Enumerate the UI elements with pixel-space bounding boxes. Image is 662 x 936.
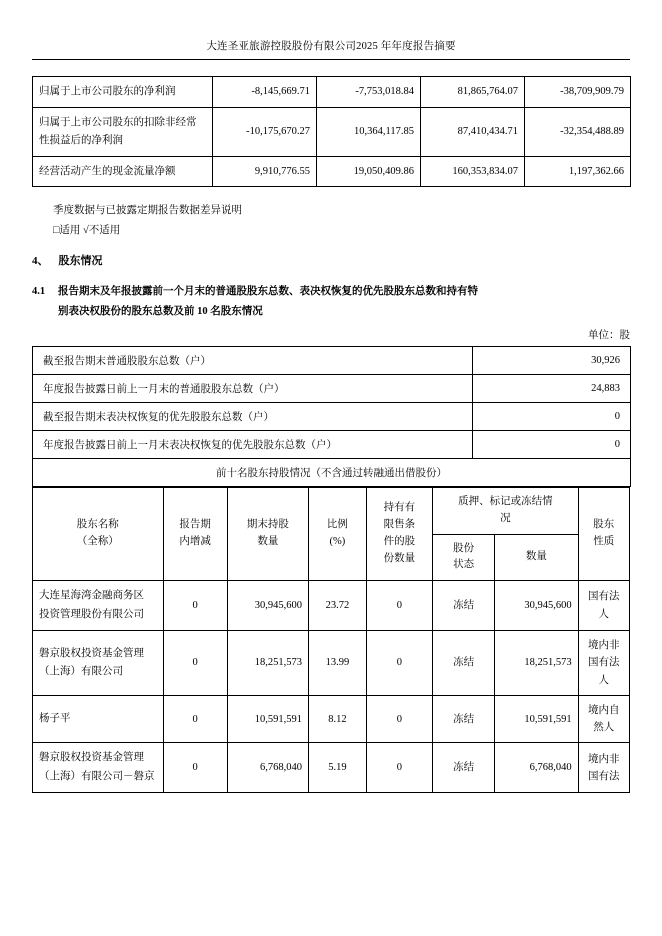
- section-title: 股东情况: [58, 255, 103, 268]
- row-label: 截至报告期末表决权恢复的优先股股东总数（户）: [33, 402, 473, 430]
- col-header-restricted-line3: 件的股: [383, 536, 416, 548]
- col-header-change-line2: 内增减: [179, 536, 211, 548]
- row-label: 归属于上市公司股东的净利润: [33, 77, 213, 108]
- row-value: -7,753,018.84: [317, 77, 421, 108]
- holder-nature-line3: 人: [598, 674, 610, 686]
- holder-ratio: 5.19: [309, 743, 367, 793]
- holder-name: [33, 630, 164, 695]
- holder-name-line1: 磐京股权投资基金管理: [39, 647, 144, 659]
- holder-ratio: 23.72: [309, 581, 367, 631]
- applicability-note: □适用 √不适用: [53, 225, 121, 237]
- holder-nature: [578, 630, 629, 695]
- page-header: 大连圣亚旅游控股股份有限公司2025 年年度报告摘要: [206, 41, 456, 52]
- holder-name-line1: 杨子平: [39, 712, 71, 724]
- col-header-ratio-line2: (%): [329, 536, 346, 548]
- col-header-restricted-line1: 持有有: [383, 502, 416, 514]
- col-header-nature-line2: 性质: [593, 536, 615, 548]
- holder-nature-line2: 国有法: [588, 657, 620, 669]
- holder-name-line2: （上海）有限公司: [39, 665, 123, 677]
- col-header-change-line1: 报告期: [179, 519, 211, 531]
- subsection-title-line1: 报告期末及年报披露前一个月末的普通股股东总数、表决权恢复的优先股股东总数和持有特: [58, 286, 478, 298]
- holder-name-line1: 磐京股权投资基金管理: [39, 752, 144, 764]
- holder-change: 0: [163, 743, 227, 793]
- holder-name-line1: 大连星海湾金融商务区: [39, 590, 144, 602]
- holder-end-amount: 18,251,573: [227, 630, 308, 695]
- holder-end-amount: 10,591,591: [227, 695, 308, 743]
- col-header-restricted: [366, 487, 432, 580]
- header-divider: [32, 59, 630, 60]
- holder-share-status: 冻结: [433, 743, 495, 793]
- table-row: [33, 581, 630, 631]
- holder-name-line2: 投资管理股份有限公司: [39, 608, 144, 620]
- holder-nature-line2: 然人: [593, 722, 615, 734]
- table-header-row: [33, 487, 630, 534]
- row-value: 19,050,409.86: [317, 156, 421, 187]
- holder-nature-line1: 境内非: [588, 753, 620, 765]
- row-value: -8,145,669.71: [213, 77, 317, 108]
- table-row: [33, 156, 631, 187]
- col-header-quantity: 数量: [495, 534, 578, 581]
- top-holders-table: [32, 487, 630, 793]
- holder-quantity: 30,945,600: [495, 581, 578, 631]
- row-value: -10,175,670.27: [213, 107, 317, 156]
- row-value: 0: [473, 402, 631, 430]
- holder-restricted: 0: [366, 695, 432, 743]
- unit-label: 单位：股: [588, 329, 630, 341]
- row-label: 归属于上市公司股东的扣除非经常性损益后的净利润: [33, 107, 213, 156]
- holder-ratio: 8.12: [309, 695, 367, 743]
- subsection-title-line2: 别表决权股份的股东总数及前 10 名股东情况: [58, 305, 263, 317]
- col-header-name-line2: （全称）: [76, 536, 119, 548]
- row-value: 160,353,834.07: [421, 156, 525, 187]
- holder-restricted: 0: [366, 630, 432, 695]
- table-row: [33, 402, 631, 430]
- col-header-change: [163, 487, 227, 580]
- row-value: 81,865,764.07: [421, 77, 525, 108]
- section-heading: [32, 251, 630, 272]
- holder-nature-line1: 国有法: [588, 591, 620, 603]
- holder-quantity: 18,251,573: [495, 630, 578, 695]
- col-header-pledge-line1: 质押、标记或冻结情: [458, 495, 553, 507]
- row-value: 10,364,117.85: [317, 107, 421, 156]
- shareholder-counts-table: [32, 346, 631, 487]
- subsection-heading: [32, 282, 630, 301]
- col-header-end-line2: 数量: [257, 536, 279, 548]
- row-value: -38,709,909.79: [525, 77, 631, 108]
- holder-restricted: 0: [366, 581, 432, 631]
- col-header-restricted-line4: 份数量: [383, 552, 416, 564]
- holder-quantity: 10,591,591: [495, 695, 578, 743]
- table-row: [33, 743, 630, 793]
- holder-nature-line2: 国有法: [588, 770, 620, 782]
- row-value: -32,354,488.89: [525, 107, 631, 156]
- holder-nature-line2: 人: [598, 608, 610, 620]
- holder-restricted: 0: [366, 743, 432, 793]
- row-label: 年度报告披露日前上一月末的普通股股东总数（户）: [33, 374, 473, 402]
- table-row: [33, 430, 631, 458]
- holder-end-amount: 30,945,600: [227, 581, 308, 631]
- table-row: [33, 107, 631, 156]
- table-row: [33, 630, 630, 695]
- col-header-name: [33, 487, 164, 580]
- row-value: 87,410,434.71: [421, 107, 525, 156]
- holder-ratio: 13.99: [309, 630, 367, 695]
- col-header-pledge-group: [433, 487, 578, 534]
- holder-nature-line1: 境内非: [588, 639, 620, 651]
- col-header-nature-line1: 股东: [593, 519, 615, 531]
- row-value: 24,883: [473, 374, 631, 402]
- holders-span-title: 前十名股东持股情况（不含通过转融通出借股份）: [33, 458, 631, 486]
- holder-nature: [578, 743, 629, 793]
- col-header-nature: [578, 487, 629, 580]
- holder-change: 0: [163, 630, 227, 695]
- row-value: 30,926: [473, 346, 631, 374]
- table-row: [33, 346, 631, 374]
- holder-nature-line1: 境内自: [588, 704, 620, 716]
- col-header-ratio-line1: 比例: [326, 519, 348, 531]
- section-number: 4、: [32, 255, 49, 268]
- holder-change: 0: [163, 581, 227, 631]
- row-label: 截至报告期末普通股股东总数（户）: [33, 346, 473, 374]
- table-row: [33, 458, 631, 486]
- holder-name-line2: （上海）有限公司－磐京: [39, 770, 155, 782]
- holder-nature: [578, 695, 629, 743]
- col-header-end-line1: 期末持股: [246, 519, 289, 531]
- holder-name: [33, 743, 164, 793]
- col-header-share-status: [433, 534, 495, 581]
- difference-note: 季度数据与已披露定期报告数据差异说明: [53, 205, 242, 217]
- holder-end-amount: 6,768,040: [227, 743, 308, 793]
- row-label: 经营活动产生的现金流量净额: [33, 156, 213, 187]
- subsection-number: 4.1: [32, 286, 46, 298]
- holder-quantity: 6,768,040: [495, 743, 578, 793]
- holder-share-status: 冻结: [433, 630, 495, 695]
- col-header-end-amount: [227, 487, 308, 580]
- holder-share-status: 冻结: [433, 581, 495, 631]
- holder-name: [33, 581, 164, 631]
- row-value: 1,197,362.66: [525, 156, 631, 187]
- col-header-status-line1: 股份: [453, 542, 475, 554]
- holder-change: 0: [163, 695, 227, 743]
- col-header-pledge-line2: 况: [500, 512, 511, 524]
- table-row: [33, 77, 631, 108]
- col-header-name-line1: 股东名称: [76, 519, 119, 531]
- row-value: 9,910,776.55: [213, 156, 317, 187]
- col-header-status-line2: 状态: [453, 559, 475, 571]
- row-label: 年度报告披露日前上一月末表决权恢复的优先股股东总数（户）: [33, 430, 473, 458]
- row-value: 0: [473, 430, 631, 458]
- table-row: [33, 374, 631, 402]
- holder-nature: [578, 581, 629, 631]
- holder-share-status: 冻结: [433, 695, 495, 743]
- col-header-restricted-line2: 限售条: [383, 519, 416, 531]
- table-row: [33, 695, 630, 743]
- holder-name: [33, 695, 164, 743]
- col-header-ratio: [309, 487, 367, 580]
- financial-summary-table: [32, 76, 631, 187]
